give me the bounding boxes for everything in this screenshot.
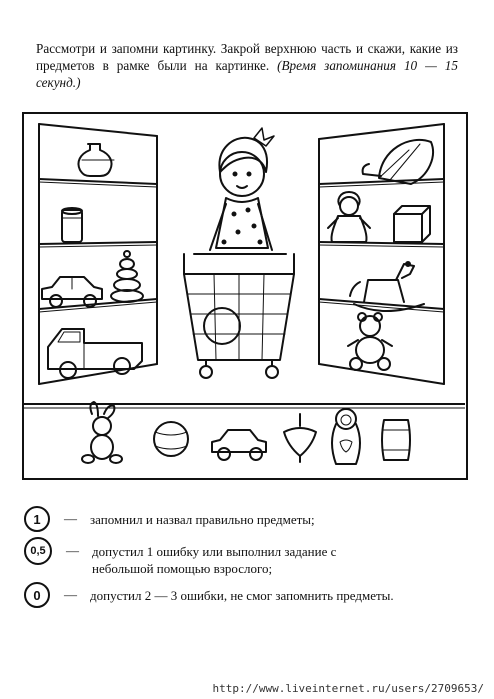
score-row-2: [24, 537, 352, 577]
doll-icon: [328, 192, 370, 242]
pyramid-toy-icon: [111, 251, 143, 302]
cube-icon: [394, 206, 430, 242]
score-dash: —: [64, 587, 77, 602]
car-icon: [212, 430, 266, 460]
ball-icon: [154, 422, 188, 456]
instruction-text: [36, 40, 458, 91]
source-url: http://www.liveinternet.ru/users/2709653/: [212, 682, 484, 695]
right-shelf: [319, 124, 444, 384]
left-shelf: [39, 124, 157, 384]
score-mark: 0: [24, 582, 50, 608]
instruction-note: (Время запоминания 10 — 15 секунд.): [36, 58, 458, 90]
score-dash: —: [66, 543, 79, 558]
barrel-icon: [382, 420, 410, 460]
score-mark: 0,5: [24, 537, 52, 565]
scene-illustration: [24, 114, 465, 477]
spinning-top-icon: [284, 414, 316, 462]
picture-frame: [22, 112, 468, 480]
shopping-cart-icon: [184, 254, 294, 378]
jar-icon: [62, 208, 82, 242]
score-row-3: [24, 580, 394, 610]
truck-icon: [48, 329, 142, 378]
score-description: допустил 1 ошибку или выполнил задание с небольшой помощью взрослого;: [92, 544, 337, 576]
ball-icon: [204, 308, 240, 344]
score-description: запомнил и назвал правильно предметы;: [90, 511, 315, 527]
umbrella-icon: [363, 140, 433, 184]
bunny-icon: [82, 402, 122, 463]
score-dash: —: [64, 511, 77, 526]
car-icon: [42, 277, 102, 307]
teddy-bear-icon: [348, 313, 392, 370]
instruction-main: Рассмотри и запомни картинку. Закрой верхнюю часть и скажи, какие из предметов в рамке были на картинке.: [36, 41, 458, 73]
girl-icon: [210, 128, 274, 250]
score-description: допустил 2 — 3 ошибки, не смог запомнить предметы.: [90, 587, 394, 603]
vase-icon: [78, 144, 114, 176]
score-row-1: [24, 504, 315, 534]
matryoshka-icon: [332, 409, 360, 464]
score-mark: 1: [24, 506, 50, 532]
